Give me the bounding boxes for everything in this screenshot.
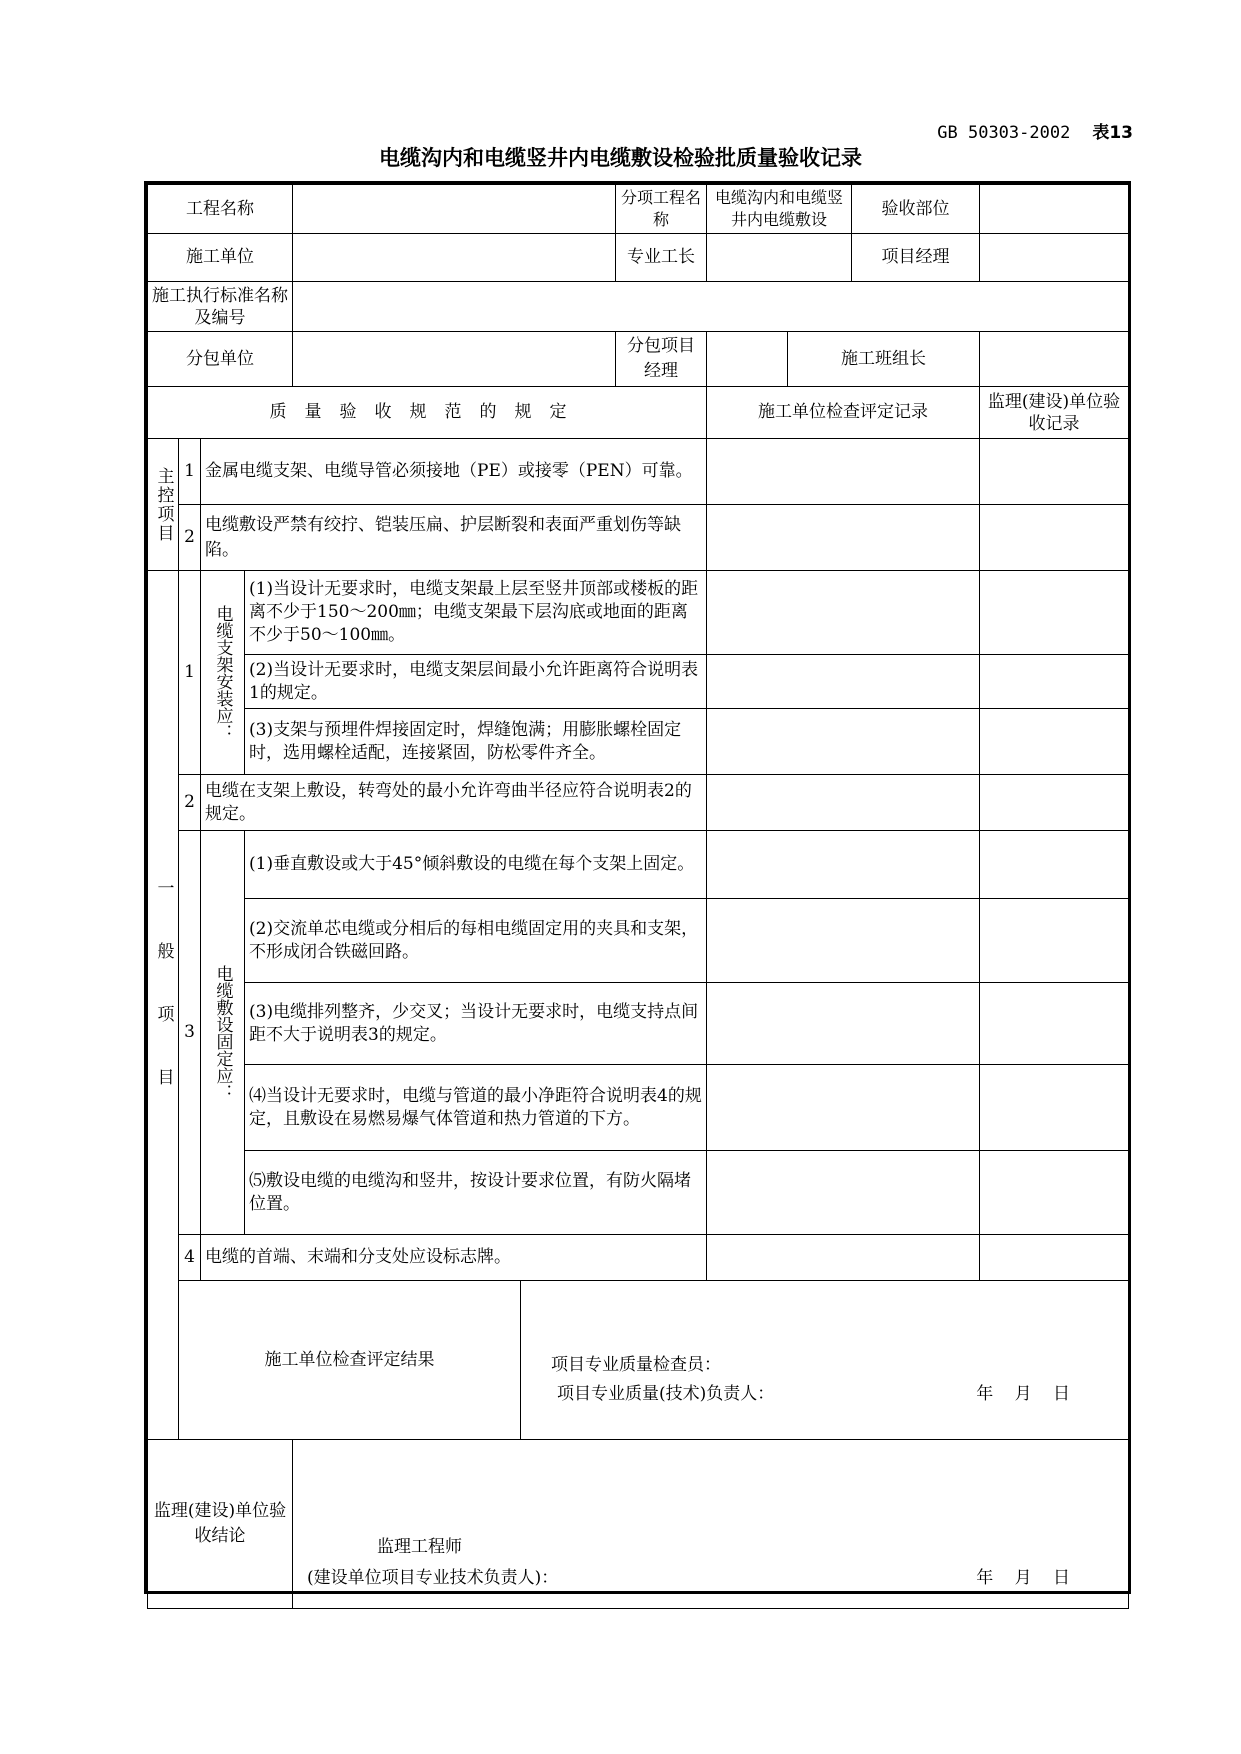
team-leader-field[interactable] (980, 332, 1129, 387)
general-item-1-no: 1 (179, 571, 201, 775)
main-item-1-check[interactable] (707, 439, 980, 505)
general-item-4-no: 4 (179, 1235, 201, 1281)
general-item-3-sub-4-supervisor[interactable] (980, 1065, 1129, 1151)
general-item-4-text: 电缆的首端、末端和分支处应设标志牌。 (201, 1235, 707, 1281)
general-item-4-supervisor[interactable] (980, 1235, 1129, 1281)
main-items-label (148, 439, 179, 571)
supervisor-record-header: 监理(建设)单位验收记录 (980, 387, 1129, 439)
sub-project-value: 电缆沟内和电缆竖井内电缆敷设 (707, 185, 852, 234)
general-item-4-check[interactable] (707, 1235, 980, 1281)
owner-lead-label: (建设单位项目专业技术负责人)： (307, 1568, 559, 1588)
general-item-3-sub-2-supervisor[interactable] (980, 899, 1129, 983)
general-item-1-sub-1-supervisor[interactable] (980, 571, 1129, 655)
standard-label: 施工执行标准名称及编号 (148, 282, 293, 332)
foreman-field[interactable] (707, 234, 852, 282)
tech-lead-label: 项目专业质量(技术)负责人： (557, 1384, 775, 1404)
general-item-3-sub-4-check[interactable] (707, 1065, 980, 1151)
subcontractor-field[interactable] (293, 332, 616, 387)
engineer-label: 监理工程师 (377, 1537, 462, 1557)
accept-part-label: 验收部位 (852, 185, 980, 234)
standard-code: GB 50303-2002 表13 (937, 123, 1133, 143)
contractor-result-label: 施工单位检查评定结果 (179, 1281, 521, 1440)
constructor-field[interactable] (293, 234, 616, 282)
supervisor-result-label: 监理(建设)单位验收结论 (148, 1440, 293, 1609)
general-item-1-sub-2: (2)当设计无要求时，电缆支架层间最小允许距离符合说明表1的规定。 (245, 655, 707, 709)
sub-pm-label: 分包项目经理 (616, 332, 707, 387)
general-item-3-sub-5-check[interactable] (707, 1151, 980, 1235)
table-number: 表13 (1092, 123, 1133, 143)
general-item-1-sub-1: (1)当设计无要求时，电缆支架最上层至竖井顶部或楼板的距离不少于150～200㎜；电缆支架最下层沟底或地面的距离不少于50～100㎜。 (245, 571, 707, 655)
general-item-2-text: 电缆在支架上敷设，转弯处的最小允许弯曲半径应符合说明表2的规定。 (201, 775, 707, 831)
subcontractor-label: 分包单位 (148, 332, 293, 387)
general-item-1-sub-1-check[interactable] (707, 571, 980, 655)
inspector-label: 项目专业质量检查员： (551, 1355, 721, 1375)
general-item-3-sub-2-check[interactable] (707, 899, 980, 983)
general-item-3-label (201, 831, 245, 1235)
main-item-2-supervisor[interactable] (980, 505, 1129, 571)
main-item-1-no: 1 (179, 439, 201, 505)
supervisor-result-cell[interactable] (293, 1440, 1129, 1609)
general-item-1-sub-3-supervisor[interactable] (980, 709, 1129, 775)
main-items-label-text: 主控项目 (153, 466, 174, 543)
page-title: 电缆沟内和电缆竖井内电缆敷设检验批质量验收记录 (379, 146, 862, 170)
main-item-2-no: 2 (179, 505, 201, 571)
general-item-3-sub-5-supervisor[interactable] (980, 1151, 1129, 1235)
inspection-record-form (144, 181, 1131, 1594)
main-item-1-text: 金属电缆支架、电缆导管必须接地（PE）或接零（PEN）可靠。 (201, 439, 707, 505)
general-item-3-sub-5: ⑸敷设电缆的电缆沟和竖井，按设计要求位置，有防火隔堵位置。 (245, 1151, 707, 1235)
project-name-field[interactable] (293, 185, 616, 234)
general-item-1-label-text: 电缆支架安装应： (212, 604, 233, 741)
foreman-label: 专业工长 (616, 234, 707, 282)
team-leader-label: 施工班组长 (788, 332, 980, 387)
general-item-3-label-text: 电缆敷设固定应： (212, 964, 233, 1101)
general-item-3-sub-2: (2)交流单芯电缆或分相后的每相电缆固定用的夹具和支架，不形成闭合铁磁回路。 (245, 899, 707, 983)
general-item-1-label (201, 571, 245, 775)
pm-label: 项目经理 (852, 234, 980, 282)
general-item-3-no: 3 (179, 831, 201, 1235)
sub-pm-field[interactable] (707, 332, 788, 387)
general-item-2-no: 2 (179, 775, 201, 831)
general-item-3-sub-1: (1)垂直敷设或大于45°倾斜敷设的电缆在每个支架上固定。 (245, 831, 707, 899)
constructor-label: 施工单位 (148, 234, 293, 282)
general-item-1-sub-3-check[interactable] (707, 709, 980, 775)
general-items-label (148, 571, 179, 1440)
general-item-3-sub-4: ⑷当设计无要求时，电缆与管道的最小净距符合说明表4的规定，且敷设在易燃易爆气体管道和热力管道的下方。 (245, 1065, 707, 1151)
main-item-2-text: 电缆敷设严禁有绞拧、铠装压扁、护层断裂和表面严重划伤等缺陷。 (201, 505, 707, 571)
pm-field[interactable] (980, 234, 1129, 282)
contractor-result-cell[interactable] (521, 1281, 1129, 1440)
general-items-label-text: 一般项目 (153, 879, 174, 1131)
contractor-date: 年 月 日 (976, 1384, 1079, 1404)
general-item-3-sub-1-check[interactable] (707, 831, 980, 899)
check-record-header: 施工单位检查评定记录 (707, 387, 980, 439)
accept-part-field[interactable] (980, 185, 1129, 234)
general-item-3-sub-3-check[interactable] (707, 983, 980, 1065)
general-item-3-sub-3-supervisor[interactable] (980, 983, 1129, 1065)
project-name-label: 工程名称 (148, 185, 293, 234)
sub-project-label: 分项工程名称 (616, 185, 707, 234)
general-item-1-sub-3: (3)支架与预埋件焊接固定时，焊缝饱满；用膨胀螺栓固定时，选用螺栓适配，连接紧固，防松零件齐全。 (245, 709, 707, 775)
general-item-1-sub-2-supervisor[interactable] (980, 655, 1129, 709)
spec-header: 质量验收规范的规定 (148, 387, 707, 439)
standard-field[interactable] (293, 282, 1129, 332)
general-item-2-supervisor[interactable] (980, 775, 1129, 831)
general-item-1-sub-2-check[interactable] (707, 655, 980, 709)
main-item-1-supervisor[interactable] (980, 439, 1129, 505)
supervisor-date: 年 月 日 (976, 1568, 1079, 1588)
record-table (147, 184, 1129, 1609)
main-item-2-check[interactable] (707, 505, 980, 571)
general-item-3-sub-1-supervisor[interactable] (980, 831, 1129, 899)
general-item-3-sub-3: (3)电缆排列整齐，少交叉；当设计无要求时，电缆支持点间距不大于说明表3的规定。 (245, 983, 707, 1065)
general-item-2-check[interactable] (707, 775, 980, 831)
